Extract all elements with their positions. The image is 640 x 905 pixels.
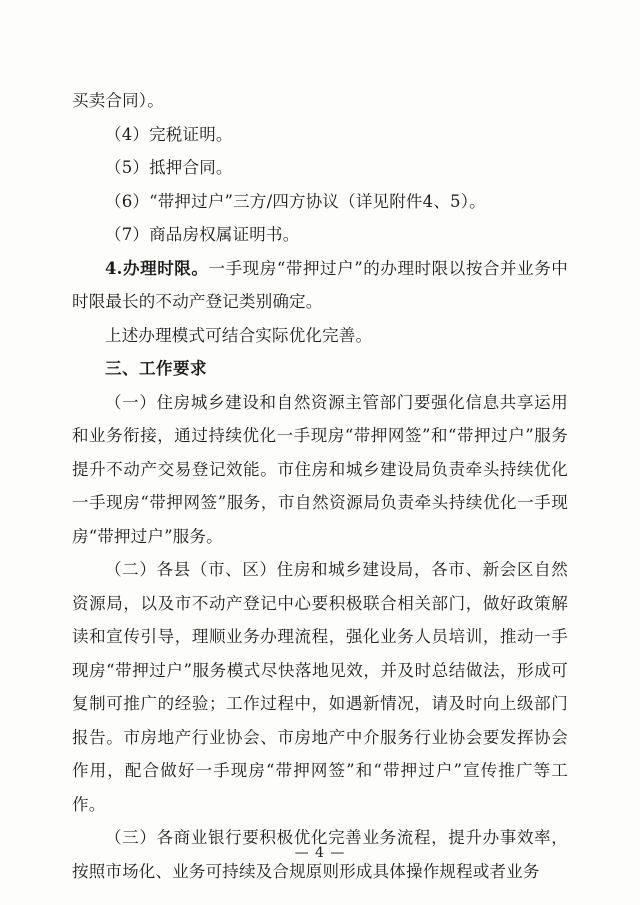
paragraph: （6）“带押过户”三方/四方协议（详见附件4、5）。 bbox=[105, 191, 486, 211]
paragraph: （7）商品房权属证明书。 bbox=[105, 225, 300, 244]
paragraph: 买卖合同）。 bbox=[72, 91, 164, 110]
paragraph: （5）抵押合同。 bbox=[105, 158, 233, 177]
paragraph: （三）各商业银行要积极优化完善业务流程，提升办事效率，按照市场化、业务可持续及合规原则形成具体操作规程或者业务 bbox=[72, 828, 568, 881]
paragraph: （二）各县（市、区）住房和城乡建设局，各市、新会区自然资源局，以及市不动产登记中心要积极联合相关部门，做好政策解读和宣传引导，理顺业务办理流程，强化业务人员培训，推动一手现房“带押过户”服务模式尽快落地见效，并及时总结做法，形成可复制可推广的经验；工作过程中，如遇新情况，请及时向上级部门报告。市房地产行业协会、市房地产中介服务行业协会要发挥协会作用，配合做好一手现房“带押网签”和“带押过户”宣传推广等工作。 bbox=[72, 560, 568, 814]
page-number: — 4 — bbox=[294, 845, 346, 861]
paragraph: （4）完税证明。 bbox=[105, 124, 233, 144]
paragraph: （一）住房城乡建设和自然资源主管部门要强化信息共享运用和业务衔接，通过持续优化一手现房“带押网签”和“带押过户”服务提升不动产交易登记效能。市住房和城乡建设局负责牵头持续优化一手现房“带押网签”服务，市自然资源局负责牵头持续优化一手现房“带押过户”服务。 bbox=[72, 392, 568, 546]
paragraph-rest: 一手现房“带押过户”的办理时限以按合并业务中时限最长的不动产登记类别确定。 bbox=[72, 258, 568, 311]
section-heading-work-requirements: 三、工作要求 bbox=[105, 359, 207, 378]
paragraph-processing-deadline bbox=[72, 252, 568, 319]
document-body bbox=[72, 84, 568, 888]
paragraph: 上述办理模式可结合实际优化完善。 bbox=[105, 325, 373, 345]
paragraph-lead-bold: 4.办理时限。 bbox=[105, 258, 209, 278]
